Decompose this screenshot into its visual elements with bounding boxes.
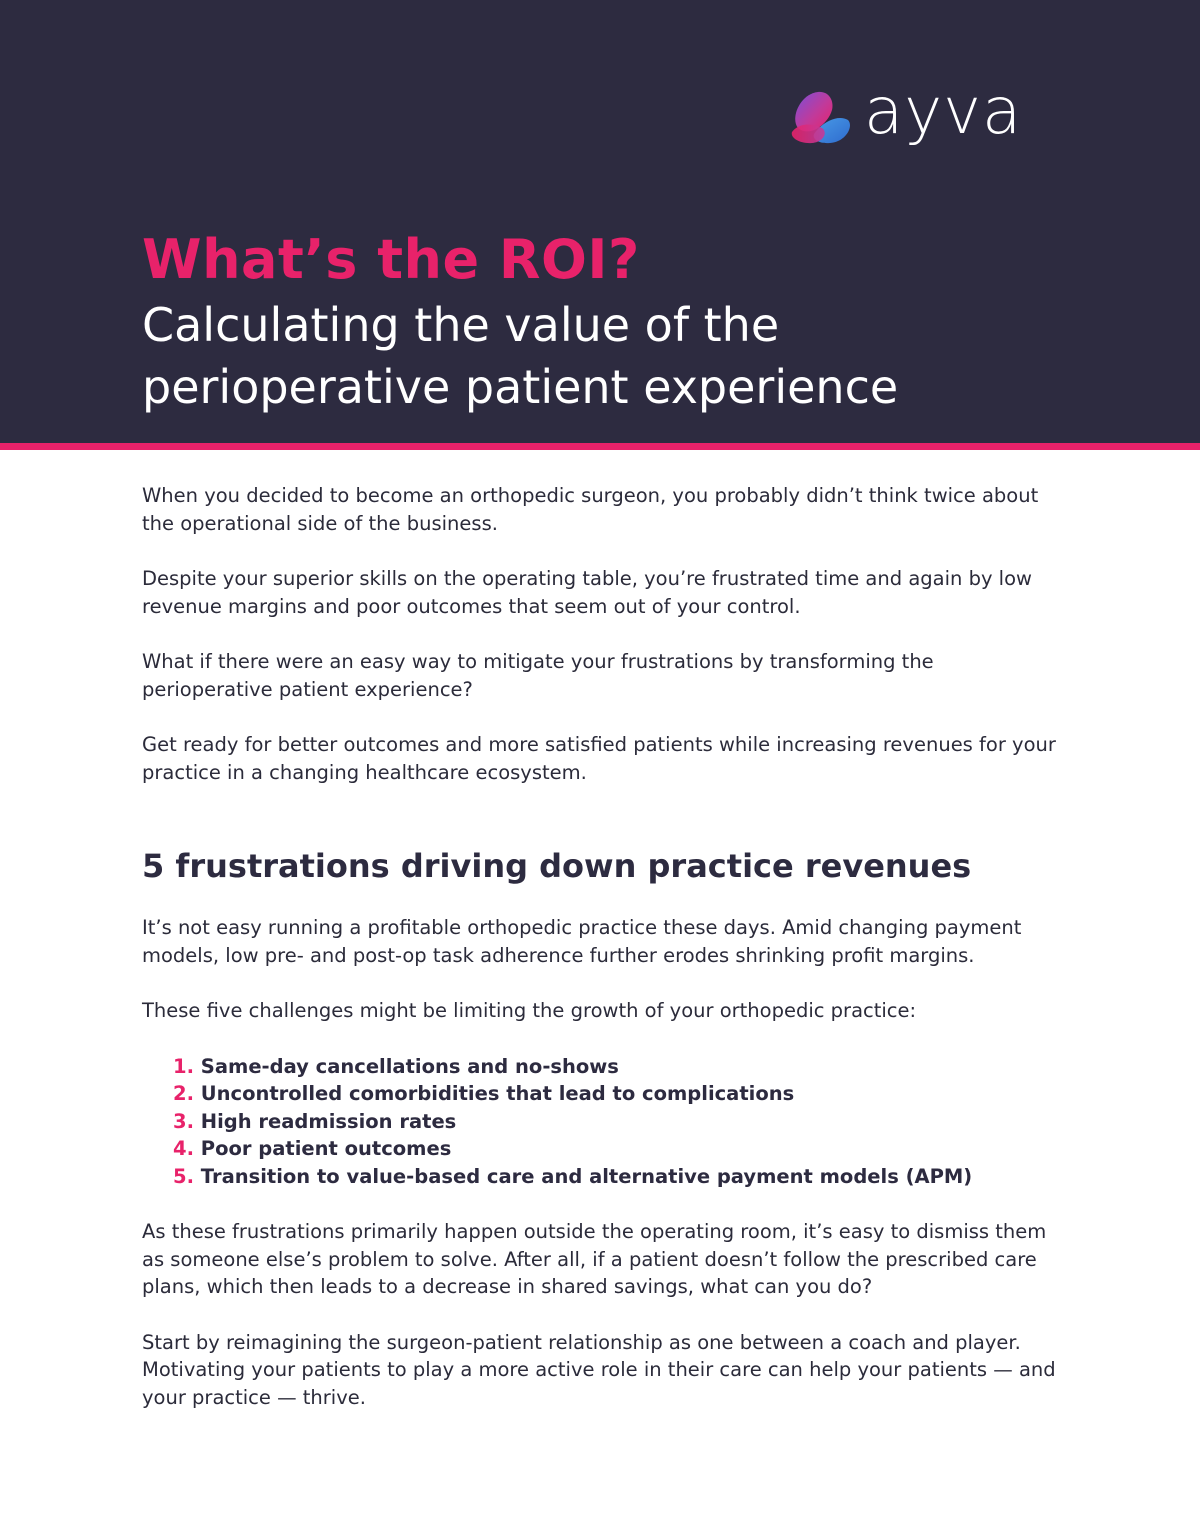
page-title: What’s the ROI? bbox=[142, 228, 640, 291]
section-paragraph-1: It’s not easy running a profitable orthopedic practice these days. Amid changing payment models, low pre- and post-op task adherence further erodes shrinking profit margins. bbox=[142, 916, 1022, 967]
list-item-text: Uncontrolled comorbidities that lead to complications bbox=[200, 1082, 795, 1105]
closing-paragraph-2: Start by reimagining the surgeon-patient relationship as one between a coach and player. Motivating your patients to play a more active role in their care can help your patients — and your practice — thrive. bbox=[142, 1330, 1056, 1409]
list-item-text: Transition to value-based care and alternative payment models (APM) bbox=[200, 1164, 973, 1188]
intro-paragraph-4: Get ready for better outcomes and more satisfied patients while increasing revenues for your practice in a changing healthcare ecosystem. bbox=[142, 733, 1056, 784]
list-item-number: 1. bbox=[173, 1054, 194, 1078]
intro-paragraph-1: When you decided to become an orthopedic surgeon, you probably didn’t think twice about the operational side of the business. bbox=[142, 484, 1039, 535]
header-accent-rule bbox=[0, 443, 1200, 450]
list-item bbox=[142, 1080, 1062, 1108]
frustrations-list bbox=[142, 1053, 1062, 1191]
list-item-text: High readmission rates bbox=[200, 1109, 457, 1133]
list-item-number: 4. bbox=[173, 1137, 194, 1160]
list-item-number: 3. bbox=[173, 1109, 194, 1133]
subtitle-line-2: perioperative patient experience bbox=[142, 360, 899, 414]
document-body bbox=[142, 482, 1062, 1411]
closing-paragraph-1: As these frustrations primarily happen outside the operating room, it’s easy to dismiss them as someone else’s problem to solve. After all, if a patient doesn’t follow the prescribed care plans, which then leads to a decrease in shared savings, what can you do? bbox=[142, 1220, 1047, 1298]
page-subtitle bbox=[142, 294, 1142, 418]
list-item bbox=[142, 1053, 1062, 1081]
list-item-text: Same-day cancellations and no-shows bbox=[200, 1054, 619, 1078]
logo-wordmark: ayva bbox=[864, 75, 1023, 149]
intro-section bbox=[142, 482, 1062, 786]
list-item-number: 2. bbox=[173, 1082, 194, 1105]
section-heading: 5 frustrations driving down practice revenues bbox=[142, 847, 972, 885]
list-item bbox=[142, 1108, 1062, 1136]
list-item bbox=[142, 1163, 1062, 1191]
section-body bbox=[142, 914, 1062, 1025]
subtitle-line-1: Calculating the value of the bbox=[142, 298, 780, 352]
section-paragraph-2: These five challenges might be limiting the growth of your orthopedic practice: bbox=[142, 999, 917, 1022]
intro-paragraph-2: Despite your superior skills on the operating table, you’re frustrated time and again by low revenue margins and poor outcomes that seem out of your control. bbox=[142, 567, 1032, 618]
list-item-text: Poor patient outcomes bbox=[200, 1137, 452, 1160]
closing-section bbox=[142, 1218, 1062, 1411]
list-item bbox=[142, 1135, 1062, 1163]
intro-paragraph-3: What if there were an easy way to mitigate your frustrations by transforming the perioperative patient experience? bbox=[142, 650, 934, 701]
ayva-logo-icon bbox=[788, 88, 854, 146]
list-item-number: 5. bbox=[173, 1164, 194, 1188]
ayva-logo bbox=[788, 75, 1023, 149]
